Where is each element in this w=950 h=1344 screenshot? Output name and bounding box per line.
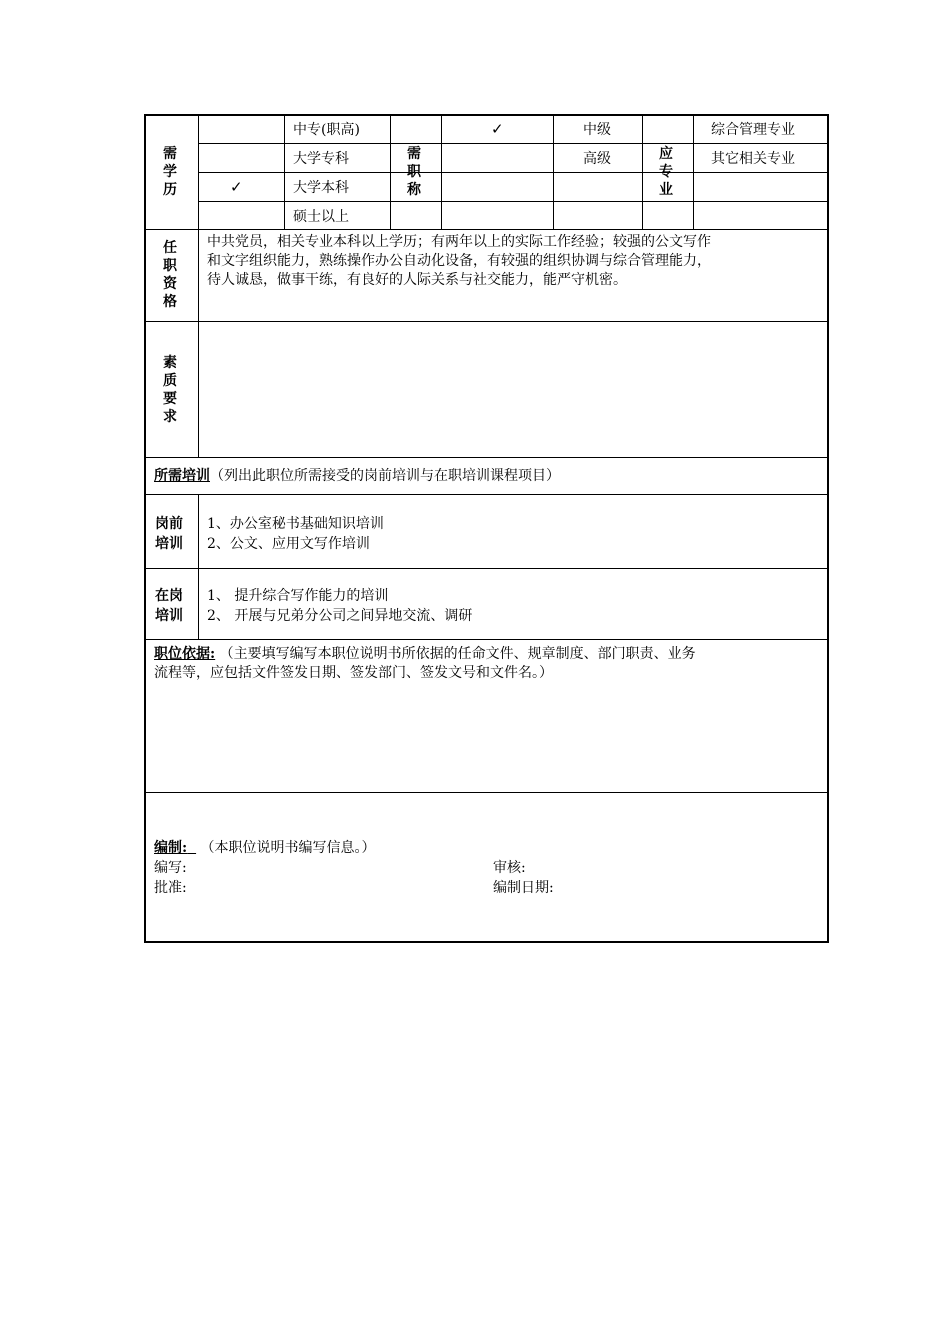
education-option: 中专(职高) [293,122,360,138]
major-option: 其它相关专业 [711,151,795,167]
rule [145,229,828,230]
rule [198,115,199,457]
title-option: 中级 [583,122,611,138]
title-label: 需职称 [407,146,421,198]
rule [145,568,828,569]
basis-line: 流程等，应包括文件签发日期、签发部门、签发文号和文件名。） [154,665,553,681]
rule [642,115,643,229]
on-training-label: 在岗 培训 [155,588,183,624]
rule [145,321,828,322]
rule [441,115,442,229]
date-field: 编制日期: [493,880,554,896]
basis-line: （主要填写编写本职位说明书所依据的任命文件、规章制度、部门职责、业务 [215,646,696,662]
pre-training-label: 岗前 培训 [155,516,183,552]
major-option: 综合管理专业 [711,122,795,138]
rule [198,172,828,173]
approver-field: 批准: [154,880,187,896]
rule [284,115,285,229]
qualification-label: 任职资格 [163,240,177,310]
title-check-mid: ✓ [491,120,504,138]
pre-training-list [207,514,384,554]
basis-section [154,645,696,683]
rule [198,143,828,144]
rule [145,639,828,640]
education-check-undergrad: ✓ [230,178,243,196]
writer-field: 编写: [154,860,187,876]
education-option: 大学专科 [293,151,349,167]
training-heading: 所需培训 [154,468,210,484]
reviewer-field: 审核: [493,860,526,876]
on-training-list [207,586,472,626]
qualification-text: 中共党员，相关专业本科以上学历；有两年以上的实际工作经验；较强的公文写作 和文字组织能力，熟练操作办公自动化设备，有较强的组织协调与综合管理能力， 待人诚恳，做事干练，有良好的人际关系与社交能力，能严守机密。 [207,234,711,288]
quality-label: 素质要求 [163,355,177,425]
rule [198,201,828,202]
compile-note: （本职位说明书编写信息。） [196,840,376,856]
rule [198,494,199,639]
compile-heading: 编制: [154,840,188,856]
education-option: 大学本科 [293,180,349,196]
title-option: 高级 [583,151,611,167]
rule [145,494,828,495]
list-item: 2、公文、应用文写作培训 [207,536,370,552]
rule [693,115,694,229]
list-item: 2、 开展与兄弟分公司之间异地交流、调研 [207,608,473,624]
major-label: 应专业 [659,146,673,198]
list-item: 1、办公室秘书基础知识培训 [207,516,384,532]
job-description-table [144,114,829,943]
compile-header [154,839,376,858]
rule [145,792,828,793]
rule [390,115,391,229]
training-header [154,467,560,486]
rule [145,457,828,458]
education-option: 硕士以上 [293,209,349,225]
training-note: （列出此职位所需接受的岗前培训与在职培训课程项目） [210,468,560,484]
rule [553,115,554,229]
basis-heading: 职位依据: [154,646,216,662]
education-label: 需学历 [163,146,177,198]
list-item: 1、 提升综合写作能力的培训 [207,588,389,604]
